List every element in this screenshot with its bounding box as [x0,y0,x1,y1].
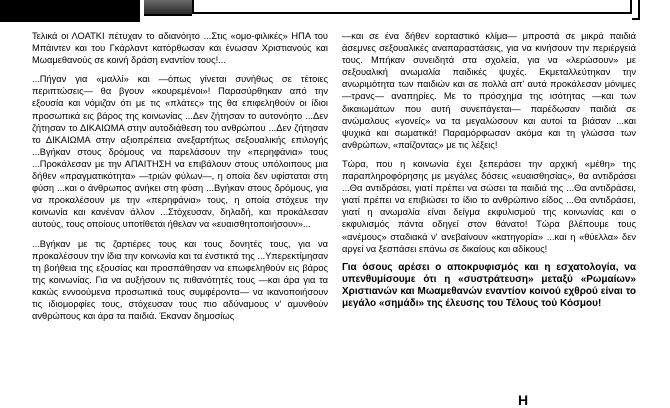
header-photo [144,0,192,16]
left-paragraph-3: ...Βγήκαν με τις ζαρτιέρες τους και τους δονητές τους, για να προκαλέσουν την ίδια την κοινωνία και τα ένστικτά της ...Υπερεκτίμησαν τη βοήθεια της εξουσίας και προσπάθησαν να επωφεληθούν εις βάρος της κοινωνίας. Για να αυξήσουν τις πιθανότητές τους —και άρα για τα κακώς εννοούμενα προσωπικά τους συμφέροντα— να ικανοποιήσουν τις ιδιομορφίες τους, στόχευσαν τους πιο αδύναμους ν' αμυνθούν ανθρώπους και άρα τα παιδιά. Έκαναν δημοσίως [32,238,328,322]
right-column [342,30,636,311]
left-paragraph-1: Τελικά οι ΛΟΑΤΚΙ πέτυχαν το αδιανόητο ...Στις «ομο-φιλικές» ΗΠΑ του Μπάιντεν και του Γκάρλαντ κατόρθωσαν και ένωσαν Χριστιανούς και Μωαμεθανούς σε κοινή δράση εναντίον τους!... [32,31,328,66]
right-paragraph-1: —και σε ένα δήθεν εορταστικό κλίμα— μπροστά σε μικρά παιδιά άσεμνες σεξουαλικές αναπαραστάσεις, για να κινήσουν την περιέργειά τους. Μπήκαν συνειδητά στα σχολεία, για να «λερώσουν» με σεξουαλική ανωμαλία παιδικές ψυχές. Εκμεταλλεύτηκαν την ανωριμότητα των παιδιών και σε πολλά απ' αυτά προκάλεσαν μόνιμες —τρανς— αναπηρίες. Με το πρόσχημα της ισότητας —και των δικαιωμάτων που αυτή συνεπάγεται— παρέδωσαν παιδιά σε ανώμαλους «γονείς» να τα μεγαλώσουν και αυτοί τα βιάσαν ...και ψυχικά και σωματικά! Παραμόρφωσαν ακόμα και τη γλώσσα των ανθρώπων, «παίζοντας» με τις λέξεις! [342,31,636,150]
left-paragraph-2: ...Πήγαν για «μαλλί» και —όπως γίνεται συνήθως σε τέτοιες περιπτώσεις— θα βγουν «κουρεμένοι»! Παρασύρθηκαν από την εξουσία και νόμιζαν ότι με τις «πλάτες» της θα επιφεληθούν οι ίδιοι προσωπικά εις βάρος της κοινωνίας ...Δεν ζήτησαν το αυτονόητο ...Δεν ζήτησαν το ΔΙΚΑΙΩΜΑ στην αυτοδιάθεση του ανθρώπου ...Δεν ζήτησαν το ΔΙΚΑΙΩΜΑ στην αξιοπρέπεια ανεξαρτήτως σεξουαλικής επιλογής ...Βγήκαν στους δρόμους να παρελάσουν την «περηφάνια» τους ...Προκάλεσαν με την ΑΠΑΙΤΗΣΗ να επιβάλουν στους υπόλοιπους μια δήθεν «πραγματικότητα» —τριών φύλων—, η οποία δεν υφίσταται στη φύση ...και ο άνθρωπος ανήκει στη φύση ...Βγήκαν στους δρόμους, για να προκαλέσουν με την «περηφάνια» τους, η οποία στόχευε την κοινωνία και κανέναν άλλον ...Στόχευσαν, δηλαδή, και προκάλεσαν αυτούς, τους οποίους υποτίθεται ήθελαν να «ευαισθητοποιήσουν»... [32,74,328,230]
right-paragraph-bold: Για όσους αρέσει ο αποκρυφισμός και η εσχατολογία, να υπενθυμίσουμε ότι η «συστράτευση» μεταξύ «Ρωμαίων» Χριστιανών και Μωαμεθανών εναντίον κοινού εχθρού είναι το μεγάλο «σημάδι» της έλευσης του Τέλους τού Κόσμου! [342,261,636,310]
next-heading-fragment: Η [518,392,529,408]
header-frame [632,0,640,20]
header-title-box [192,0,632,14]
right-paragraph-2: Τώρα, που η κοινωνία έχει ξεπεράσει την αρχική «μέθη» της παραπληροφόρησης με μεγάλες δόσεις «ευαισθησίας», θα αντιδράσει ...Θα αντιδράσει, γιατί πρέπει να σώσει τα παιδιά της ...Θα αντιδράσει, γιατί πρέπει να επιβιώσει το ίδιο το ανθρώπινο είδος ...Θα αντιδράσει, γιατί η ανωμαλία είναι δείγμα εκφυλισμού της κοινωνίας και ο εκφυλισμός πάντα οδηγεί στον θάνατο! Τώρα βλέπουμε τους «ανέμους» σταδιακά ν' ανεβαίνουν «κατηγορία» ...και η «θύελλα» δεν αργεί να ξεσπάσει επάνω σε δικαίους και αδίκους! [342,158,636,254]
left-column [32,30,328,322]
header-banner [0,0,140,22]
